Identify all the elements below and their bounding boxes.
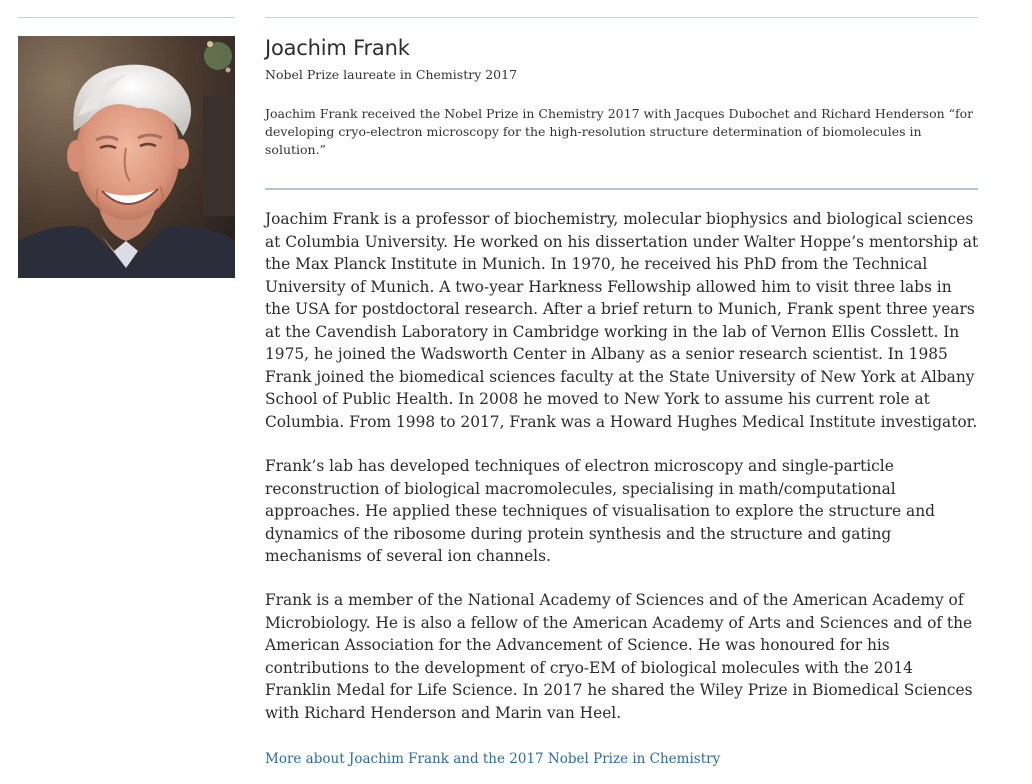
laureate-title: Nobel Prize laureate in Chemistry 2017 (265, 67, 518, 82)
top-divider-right (265, 17, 978, 18)
portrait-photo (18, 36, 235, 278)
section-divider (265, 188, 978, 190)
bio-paragraph-research: Frank’s lab has developed techniques of electron microscopy and single-particle reconstruction of biological macromolecules, specialising in math/computational approaches. He applied these techniques of visualisation to explore the structure and dynamics of the ribosome during protein synthesis and the structure and gating mechanisms of several ion channels. (265, 457, 935, 565)
bio-paragraph-career: Joachim Frank is a professor of biochemistry, molecular biophysics and biological sciences at Columbia University. He worked on his dissertation under Walter Hoppe’s mentorship at the Max Planck Institute in Munich. In 1970, he received his PhD from the Technical University of Munich. A two-year Harkness Fellowship allowed him to visit three labs in the USA for postdoctoral research. After a brief return to Munich, Frank spent three years at the Cavendish Laboratory in Cambridge working in the lab of Vernon Ellis Cosslett. In 1975, he joined the Wadsworth Center in Albany as a senior research scientist. In 1985 Frank joined the biomedical sciences faculty at the State University of New York at Albany School of Public Health. In 2008 he moved to New York to assume his current role at Columbia. From 1998 to 2017, Frank was a Howard Hughes Medical Institute investigator. (265, 210, 979, 431)
laureate-name: Joachim Frank (265, 36, 410, 60)
bio-paragraph-honours: Frank is a member of the National Academy of Sciences and of the American Academy of Microbiology. He is also a fellow of the American Academy of Arts and Sciences and of the American Association for the Advancement of Science. He was honoured for his contributions to the development of cryo-EM of biological molecules with the 2014 Franklin Medal for Life Science. In 2017 he shared the Wiley Prize in Biomedical Sciences with Richard Henderson and Marin van Heel. (265, 591, 973, 722)
more-about-link[interactable]: More about Joachim Frank and the 2017 Nobel Prize in Chemistry (265, 751, 721, 767)
portrait-illustration (18, 36, 235, 278)
top-divider-left (18, 17, 235, 18)
prize-citation: Joachim Frank received the Nobel Prize in Chemistry 2017 with Jacques Dubochet and Richard Henderson “for developing cryo-electron microscopy for the high-resolution structure determination of biomolecules in solution.” (265, 106, 974, 157)
